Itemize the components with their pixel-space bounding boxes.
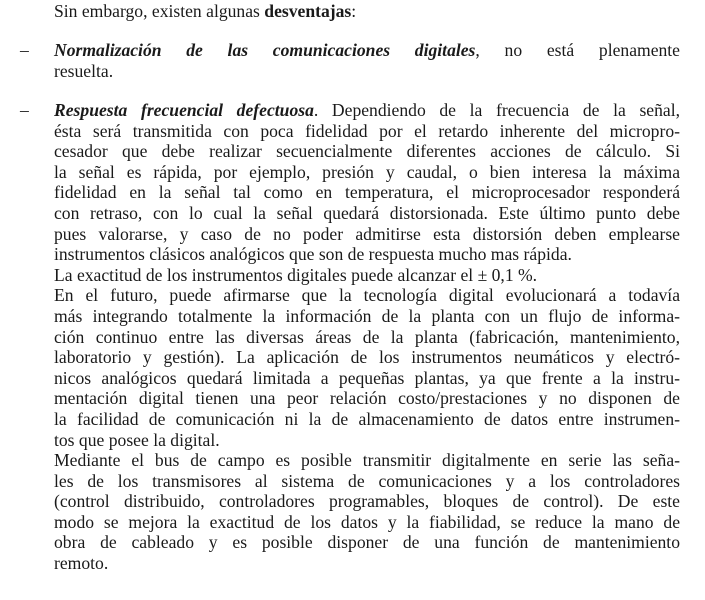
text-line: fidelidad en la señal tal como en temperatura, el microprocesador responderá (54, 182, 680, 203)
text-line: nicos analógicos quedará limitada a pequeñas plantas, ya que frente a la instru- (54, 367, 680, 388)
list-dash: – (20, 100, 29, 120)
text-line: pues valorarse, y caso de no poder admitirse esta distorsión deben emplearse (54, 223, 680, 244)
text-line: mentación digital tienen una peor relación costo/prestaciones y no disponen de (54, 388, 680, 409)
list-dash: – (20, 40, 29, 60)
text-line: con retraso, con lo cual la señal quedará distorsionada. Este último punto debe (54, 202, 680, 223)
intro-text: Sin embargo, existen algunas (54, 1, 265, 21)
item-title: Respuesta frecuencial defectuosa (54, 100, 314, 120)
text-line: obra de cableado y es posible disponer de una función de mantenimiento (54, 532, 680, 553)
text-line (54, 40, 680, 61)
text-line: ésta será transmitida con poca fidelidad por el retardo inherente del micropro- (54, 120, 680, 141)
text-line: ción continuo entre las diversas áreas de la planta (fabricación, mantenimiento, (54, 326, 680, 347)
text-line: más integrando totalmente la información de la planta con un flujo de informa- (54, 305, 680, 326)
text-line: (control distribuido, controladores programables, bloques de control). De este (54, 491, 680, 512)
text-line: remoto. (54, 553, 109, 574)
intro-colon: : (351, 1, 357, 21)
text-fragment: . Dependiendo de la frecuencia de la señal, (313, 100, 681, 120)
text-line (54, 100, 680, 121)
text-line: En el futuro, puede afirmarse que la tecnología digital evolucionará a todavía (54, 285, 680, 306)
text-line: les de los transmisores al sistema de comunicaciones y a los controladores (54, 470, 680, 491)
item-title: Normalización de las comunicaciones digitales (54, 40, 476, 60)
text-line: La exactitud de los instrumentos digitales puede alcanzar el ± 0,1 %. (54, 264, 538, 285)
text-line: tos que posee la digital. (54, 429, 220, 450)
text-line: cesador que debe realizar secuencialmente diferentes acciones de cálculo. Si (54, 141, 680, 162)
text-line: laboratorio y gestión). La aplicación de los instrumentos neumáticos y electró- (54, 347, 680, 368)
text-line: la facilidad de comunicación ni la de almacenamiento de datos entre instrumen- (54, 408, 680, 429)
text-line: Mediante el bus de campo es posible transmitir digitalmente en serie las seña- (54, 450, 680, 471)
text-line: resuelta. (54, 60, 114, 81)
intro-bold-term: desventajas (264, 1, 352, 21)
text-line: la señal es rápida, por ejemplo, presión y caudal, o bien interesa la máxima (54, 161, 680, 182)
list-item-body (54, 40, 680, 81)
text-line: modo se mejora la exactitud de los datos y la fiabilidad, se reduce la mano de (54, 511, 680, 532)
text-line: instrumentos clásicos analógicos que son de respuesta mucho mas rápida. (54, 244, 572, 265)
intro-paragraph (54, 1, 356, 22)
text-fragment: , no está plenamente (475, 40, 680, 60)
list-item-body (54, 100, 680, 574)
